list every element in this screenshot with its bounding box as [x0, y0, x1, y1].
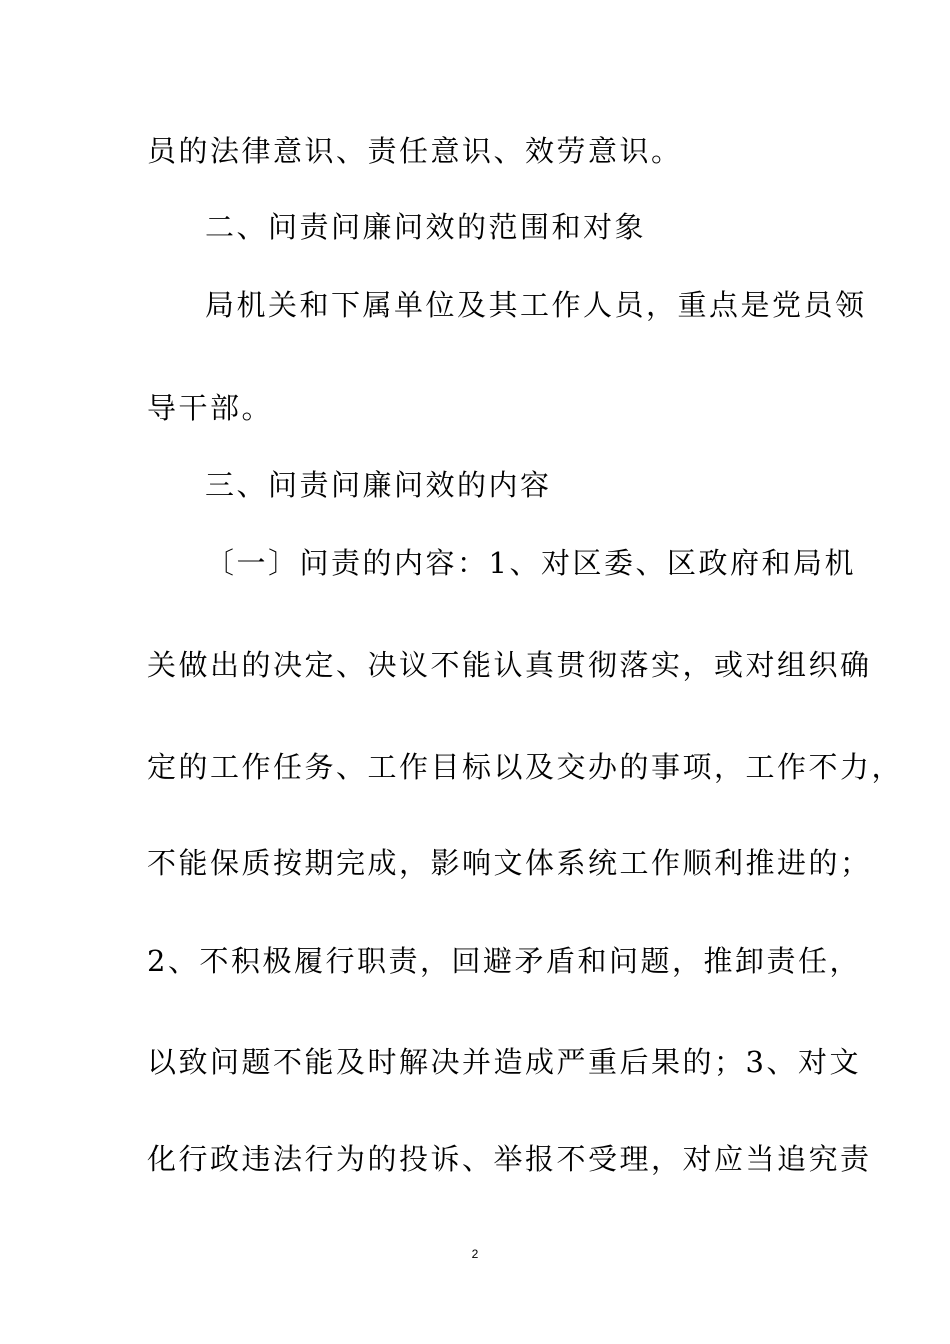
- page-number: 2: [471, 1247, 479, 1261]
- body-text-line: 〔一〕问责的内容：1、对区委、区政府和局机: [205, 546, 856, 580]
- section-heading: 三、问责问廉问效的内容: [205, 468, 552, 502]
- body-text-line: 局机关和下属单位及其工作人员，重点是党员领: [205, 288, 867, 322]
- body-text-line: 化行政违法行为的投诉、举报不受理，对应当追究责: [147, 1142, 872, 1176]
- section-heading: 二、问责问廉问效的范围和对象: [205, 210, 647, 244]
- body-text-line: 导干部。: [147, 391, 274, 425]
- body-text-line: 以致问题不能及时解决并造成严重后果的；3、对文: [147, 1045, 861, 1079]
- body-text-line: 不能保质按期完成，影响文体系统工作顺利推进的；: [147, 846, 872, 880]
- body-text-line: 员的法律意识、责任意识、效劳意识。: [147, 134, 683, 168]
- body-text-line: 定的工作任务、工作目标以及交办的事项，工作不力，: [147, 750, 904, 784]
- body-text-line: 关做出的决定、决议不能认真贯彻落实，或对组织确: [147, 648, 872, 682]
- body-text-line: 2、不积极履行职责，回避矛盾和问题，推卸责任，: [147, 944, 861, 978]
